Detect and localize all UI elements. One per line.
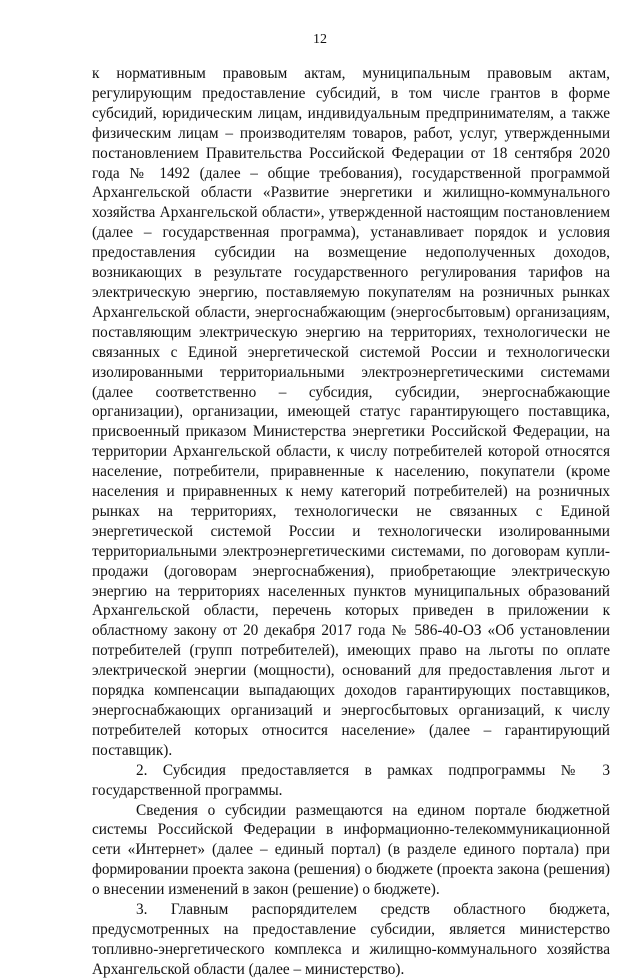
paragraph-2: 2. Субсидия предоставляется в рамках подпрограммы № 3 государственной программы. xyxy=(92,761,610,799)
paragraph-1-continuation: к нормативным правовым актам, муниципальным правовым актам, регулирующим предоставление субсидий, в том числе грантов в форме субсидий, юридическим лицам, индивидуальным предпринимателям, а также физическим лицам – производителям товаров, работ, услуг, утвержденными постановлением Правительства Российской Федерации от 18 сентября 2020 года № 1492 (далее – общие требования), государственной программой Архангельской области «Развитие энергетики и жилищно-коммунального хозяйства Архангельской области», утвержденной настоящим постановлением (далее – государственная программа), устанавливает порядок и условия предоставления субсидии на возмещение недополученных доходов, возникающих в результате государственного регулирования тарифов на электрическую энергию, поставляемую покупателям на розничных рынках Архангельской области, энергоснабжающим (энергосбытовым) организациям, поставляющим электрическую энергию на территориях, технологически не связанных с Единой энергетической системой России и технологически изолированными территориальными электроэнергетическими системами (далее соответственно – субсидия, субсидии, энергоснабжающие организации), организации, имеющей статус гарантирующего поставщика, присвоенный приказом Министерства энергетики Российской Федерации, на территории Архангельской области, к числу потребителей которой относятся население, потребители, приравненные к населению, покупатели (кроме населения и приравненных к нему категорий потребителей) на розничных рынках на территориях, технологически не связанных с Единой энергетической системой России и технологически изолированными территориальными электроэнергетическими системами, по договорам купли-продажи (договорам энергоснабжения), приобретающие электрическую энергию на территориях населенных пунктов муниципальных образований Архангельской области, перечень которых приведен в приложении к областному закону от 20 декабря 2017 года № 586-40-ОЗ «Об установлении потребителей (групп потребителей), имеющих право на льготы по оплате электрической энергии (мощности), оснований для предоставления льгот и порядка компенсации выпадающих доходов гарантирующих поставщиков, энергоснабжающих организаций и энергосбытовых организаций, к числу потребителей которых относится население» (далее – гарантирующий поставщик). xyxy=(92,65,610,759)
paragraph-subsidy-info: Сведения о субсидии размещаются на едином портале бюджетной системы Российской Федерации в информационно-телекоммуникационной сети «Интернет» (далее – единый портал) (в разделе единого портала) при формировании проекта закона (решения) о бюджете (проекта закона (решения) о внесении изменений в закон (решение) о бюджете). xyxy=(92,801,610,899)
paragraph-3: 3. Главным распорядителем средств областного бюджета, предусмотренных на предоставление субсидии, является министерство топливно-энергетического комплекса и жилищно-коммунального хозяйства Архангельской области (далее – министерство). xyxy=(92,901,610,978)
document-body xyxy=(92,64,610,980)
page-number: 12 xyxy=(313,32,327,47)
